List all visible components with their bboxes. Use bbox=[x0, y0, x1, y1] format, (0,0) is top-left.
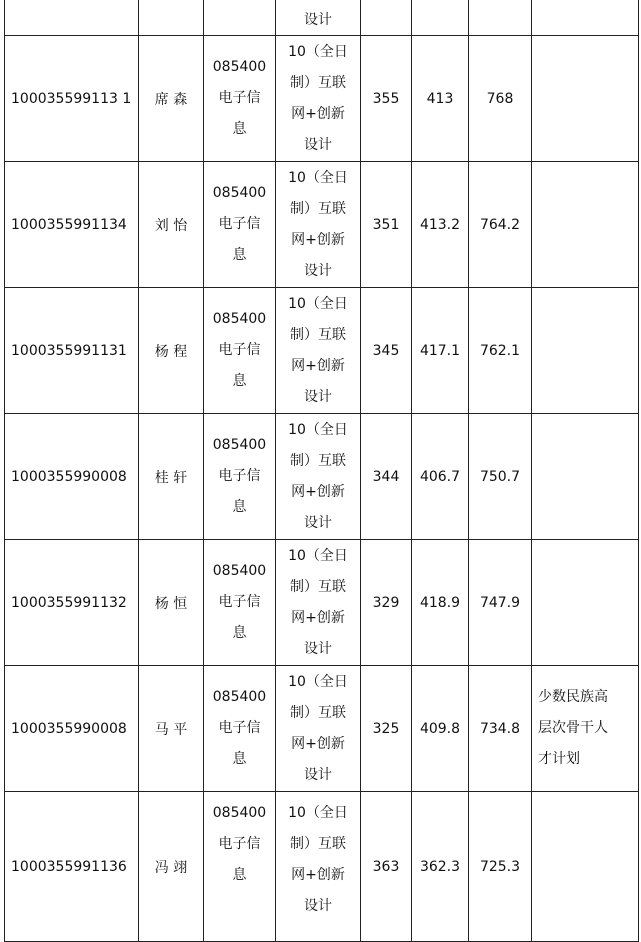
cell-total: 747.9 bbox=[469, 540, 532, 666]
cell-score2: 406.7 bbox=[412, 414, 469, 540]
direction-line: 10（全日 bbox=[288, 673, 348, 690]
major-line: 085400 bbox=[212, 437, 267, 453]
cell-major bbox=[204, 288, 276, 414]
cell-id: 1000355990008 bbox=[5, 414, 139, 540]
direction-line: 设计 bbox=[304, 640, 332, 657]
cell-major bbox=[204, 36, 276, 162]
cell-id bbox=[5, 0, 139, 36]
table-row bbox=[5, 792, 639, 942]
table-row bbox=[5, 666, 639, 792]
cell-id: 1000355990008 bbox=[5, 666, 139, 792]
cell-score2: 413 bbox=[412, 36, 469, 162]
major-line: 电子信 bbox=[218, 720, 261, 736]
cell-id: 1000355991132 bbox=[5, 540, 139, 666]
cell-note bbox=[532, 288, 639, 414]
cell-score2: 409.8 bbox=[412, 666, 469, 792]
direction-line: 网+创新 bbox=[291, 105, 345, 122]
major-line: 息 bbox=[232, 247, 247, 263]
cell-score2: 418.9 bbox=[412, 540, 469, 666]
cell-major bbox=[204, 0, 276, 36]
cell-score2: 362.3 bbox=[412, 792, 469, 942]
major-line: 电子信 bbox=[218, 836, 261, 852]
direction-line: 网+创新 bbox=[291, 357, 345, 374]
major-line: 085400 bbox=[212, 59, 267, 75]
table-row bbox=[5, 36, 639, 162]
cell-direction bbox=[276, 414, 361, 540]
direction-line: 设计 bbox=[304, 136, 332, 153]
table-row bbox=[5, 162, 639, 288]
cell-score1: 329 bbox=[361, 540, 412, 666]
direction-line: 设计 bbox=[304, 12, 332, 28]
direction-line: 设计 bbox=[304, 262, 332, 279]
major-line: 085400 bbox=[212, 689, 267, 705]
cell-name: 杨 程 bbox=[139, 288, 204, 414]
cell-score1: 355 bbox=[361, 36, 412, 162]
cell-score1: 344 bbox=[361, 414, 412, 540]
major-line: 085400 bbox=[212, 805, 267, 821]
major-line: 电子信 bbox=[218, 342, 261, 358]
direction-line: 网+创新 bbox=[291, 867, 345, 883]
cell-name: 杨 恒 bbox=[139, 540, 204, 666]
table-row bbox=[5, 414, 639, 540]
cell-direction bbox=[276, 540, 361, 666]
cell-major bbox=[204, 792, 276, 942]
direction-line: 制）互联 bbox=[290, 704, 346, 721]
table-row-top bbox=[5, 0, 639, 36]
cell-direction bbox=[276, 666, 361, 792]
cell-direction bbox=[276, 288, 361, 414]
direction-line: 制）互联 bbox=[290, 74, 346, 91]
cell-name: 刘 怡 bbox=[139, 162, 204, 288]
cell-note bbox=[532, 36, 639, 162]
major-line: 085400 bbox=[212, 563, 267, 579]
cell-total: 734.8 bbox=[469, 666, 532, 792]
major-line: 电子信 bbox=[218, 468, 261, 484]
direction-line: 网+创新 bbox=[291, 483, 345, 500]
direction-line: 制）互联 bbox=[290, 836, 346, 852]
cell-note bbox=[532, 0, 639, 36]
cell-total: 768 bbox=[469, 36, 532, 162]
cell-score1: 325 bbox=[361, 666, 412, 792]
admission-table bbox=[4, 0, 639, 942]
cell-major bbox=[204, 540, 276, 666]
direction-line: 网+创新 bbox=[291, 735, 345, 752]
direction-line: 10（全日 bbox=[288, 295, 348, 312]
cell-name: 马 平 bbox=[139, 666, 204, 792]
note-line: 层次骨干人 bbox=[538, 720, 608, 736]
cell-total: 725.3 bbox=[469, 792, 532, 942]
cell-note bbox=[532, 666, 639, 792]
major-line: 电子信 bbox=[218, 216, 261, 232]
cell-major bbox=[204, 666, 276, 792]
cell-note bbox=[532, 792, 639, 942]
direction-line: 设计 bbox=[304, 388, 332, 405]
cell-name: 冯 翊 bbox=[139, 792, 204, 942]
direction-line: 设计 bbox=[304, 514, 332, 531]
direction-line: 网+创新 bbox=[291, 231, 345, 248]
cell-id: 100035599113 1 bbox=[5, 36, 139, 162]
cell-id: 1000355991136 bbox=[5, 792, 139, 942]
cell-name: 桂 轩 bbox=[139, 414, 204, 540]
cell-direction bbox=[276, 36, 361, 162]
direction-line: 10（全日 bbox=[288, 805, 348, 821]
cell-total: 750.7 bbox=[469, 414, 532, 540]
direction-line: 10（全日 bbox=[288, 169, 348, 186]
major-line: 息 bbox=[232, 625, 247, 641]
cell-score2: 417.1 bbox=[412, 288, 469, 414]
major-line: 息 bbox=[232, 499, 247, 515]
cell-direction bbox=[276, 0, 361, 36]
direction-line: 网+创新 bbox=[291, 609, 345, 626]
major-line: 息 bbox=[232, 751, 247, 767]
table-row bbox=[5, 288, 639, 414]
direction-line: 设计 bbox=[304, 898, 332, 914]
cell-score2: 413.2 bbox=[412, 162, 469, 288]
cell-name: 席 森 bbox=[139, 36, 204, 162]
direction-line: 制）互联 bbox=[290, 578, 346, 595]
major-line: 085400 bbox=[212, 311, 267, 327]
cell-id: 1000355991131 bbox=[5, 288, 139, 414]
note-line: 才计划 bbox=[538, 751, 580, 767]
major-line: 息 bbox=[232, 373, 247, 389]
direction-line: 10（全日 bbox=[288, 547, 348, 564]
cell-score1: 363 bbox=[361, 792, 412, 942]
direction-line: 制）互联 bbox=[290, 200, 346, 217]
direction-line: 制）互联 bbox=[290, 326, 346, 343]
cell-name bbox=[139, 0, 204, 36]
cell-score2 bbox=[412, 0, 469, 36]
cell-total: 764.2 bbox=[469, 162, 532, 288]
direction-line: 10（全日 bbox=[288, 43, 348, 60]
table-row bbox=[5, 540, 639, 666]
major-line: 电子信 bbox=[218, 594, 261, 610]
cell-note bbox=[532, 540, 639, 666]
cell-note bbox=[532, 414, 639, 540]
cell-major bbox=[204, 414, 276, 540]
major-line: 电子信 bbox=[218, 90, 261, 106]
cell-score1: 351 bbox=[361, 162, 412, 288]
major-line: 085400 bbox=[212, 185, 267, 201]
direction-line: 制）互联 bbox=[290, 452, 346, 469]
major-line: 息 bbox=[232, 121, 247, 137]
major-line: 息 bbox=[232, 867, 247, 883]
note-line: 少数民族高 bbox=[538, 689, 608, 705]
direction-line: 10（全日 bbox=[288, 421, 348, 438]
cell-total bbox=[469, 0, 532, 36]
cell-id: 1000355991134 bbox=[5, 162, 139, 288]
cell-major bbox=[204, 162, 276, 288]
cell-note bbox=[532, 162, 639, 288]
cell-score1 bbox=[361, 0, 412, 36]
cell-direction bbox=[276, 792, 361, 942]
cell-direction bbox=[276, 162, 361, 288]
cell-score1: 345 bbox=[361, 288, 412, 414]
direction-line: 设计 bbox=[304, 766, 332, 783]
cell-total: 762.1 bbox=[469, 288, 532, 414]
